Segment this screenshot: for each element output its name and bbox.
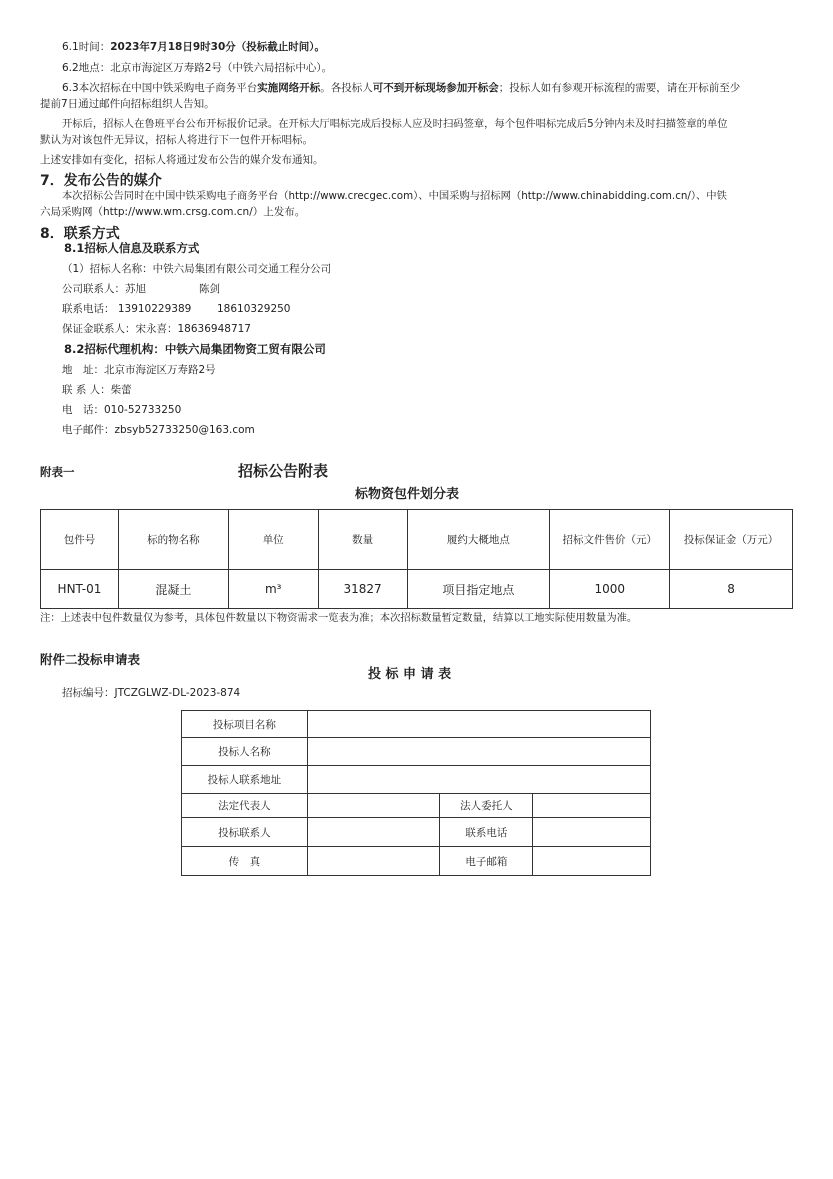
field-bidder-address[interactable] [307, 766, 650, 794]
annex2-title: 投 标 申 请 表 [368, 667, 452, 682]
cell-doc-price: 1000 [550, 570, 670, 609]
sec8-a4: 电子邮件：zbsyb52733250@163.com [62, 424, 255, 436]
label-bidder-name: 投标人名称 [182, 738, 308, 766]
annex1-title: 招标公告附表 [238, 462, 329, 480]
form-row [182, 818, 651, 847]
label-email: 电子邮箱 [440, 847, 533, 876]
sec6-l3-e: ；投标人如有参观开标流程的需要，请在开标前至少 [498, 82, 741, 94]
th-unit: 单位 [228, 510, 318, 570]
cell-location: 项目指定地点 [407, 570, 550, 609]
sec8-sub2: 8.2招标代理机构：中铁六局集团物资工贸有限公司 [64, 342, 326, 356]
label-legal-rep: 法定代表人 [182, 794, 308, 818]
field-fax[interactable] [307, 847, 440, 876]
annex1-label: 附表一 [40, 465, 75, 479]
annex2-label: 附件二投标申请表 [40, 652, 141, 667]
sec6-para5: 上述安排如有变化，招标人将通过发布公告的媒介发布通知。 [40, 154, 324, 166]
label-fax: 传 真 [182, 847, 308, 876]
cell-quantity: 31827 [318, 570, 407, 609]
field-bid-contact[interactable] [307, 818, 440, 847]
th-item-name: 标的物名称 [118, 510, 228, 570]
sec6-para4b: 默认为对该包件无异议，招标人将进行下一包件开标唱标。 [40, 134, 313, 146]
annex1-subtitle: 标物资包件划分表 [355, 487, 460, 502]
form-row [182, 794, 651, 818]
sec6-line3 [62, 81, 740, 96]
label-bid-contact: 投标联系人 [182, 818, 308, 847]
form-row [182, 766, 651, 794]
sec6-time-value: 2023年7月18日9时30分（投标截止时间）。 [110, 41, 326, 53]
cell-package-no: HNT-01 [41, 570, 119, 609]
sec8-c4: 保证金联系人：宋永喜：18636948717 [62, 323, 251, 335]
sec8-c1: （1）招标人名称：中铁六局集团有限公司交通工程分公司 [62, 263, 332, 275]
package-table-header [41, 510, 793, 570]
sec6-para4a: 开标后，招标人在鲁班平台公布开标报价记录。在开标大厅唱标完成后投标人应及时扫码签章，每个包件唱标完成后5分钟内未及时扫描签章的单位 [62, 118, 728, 130]
sec6-line3-cont: 提前7日通过邮件向招标组织人告知。 [40, 98, 215, 110]
th-doc-price: 招标文件售价（元） [550, 510, 670, 570]
sec7-heading: 7．发布公告的媒介 [40, 173, 162, 189]
label-phone: 联系电话 [440, 818, 533, 847]
sec8-c2b: 陈剑 [199, 283, 220, 295]
sec8-heading: 8．联系方式 [40, 226, 120, 242]
field-email[interactable] [533, 847, 651, 876]
annex1-note: 注：上述表中包件数量仅为参考，具体包件数量以下物资需求一览表为准；本次招标数量暂定数量，结算以工地实际使用数量为准。 [40, 612, 638, 624]
form-row [182, 711, 651, 738]
sec6-line2: 6.2地点：北京市海淀区万寿路2号（中铁六局招标中心）。 [62, 62, 333, 74]
cell-item-name: 混凝土 [118, 570, 228, 609]
field-legal-rep[interactable] [307, 794, 440, 818]
sec8-c3a: 联系电话： 13910229389 [62, 303, 192, 315]
th-deposit: 投标保证金（万元） [670, 510, 793, 570]
sec7-line2: 六局采购网（http://www.wm.crsg.com.cn/）上发布。 [40, 206, 306, 218]
th-location: 履约大概地点 [407, 510, 550, 570]
table-row [41, 570, 793, 609]
sec8-a1: 地 址：北京市海淀区万寿路2号 [62, 364, 216, 376]
form-row [182, 847, 651, 876]
application-form-table [181, 710, 651, 876]
sec6-l3-a: 6.3本次招标在中国中铁采购电子商务平台 [62, 82, 258, 94]
sec8-c2a: 公司联系人：苏旭 [62, 283, 146, 295]
th-package-no: 包件号 [41, 510, 119, 570]
sec8-a2: 联 系 人：柴蕾 [62, 384, 132, 396]
cell-deposit: 8 [670, 570, 793, 609]
field-authorized-rep[interactable] [533, 794, 651, 818]
sec8-sub1: 8.1招标人信息及联系方式 [64, 241, 200, 255]
sec8-a3: 电 话：010-52733250 [62, 404, 182, 416]
package-table [40, 509, 793, 609]
sec6-l3-b: 实施网络开标 [257, 82, 321, 94]
th-quantity: 数量 [318, 510, 407, 570]
sec6-line1 [62, 40, 325, 55]
sec7-line1: 本次招标公告同时在中国中铁采购电子商务平台（http://www.crecgec.com）、中国采购与招标网（http://www.chinabidding.com.cn/）、中铁 [62, 190, 727, 202]
sec6-time-label: 6.1时间： [62, 41, 111, 53]
label-authorized-rep: 法人委托人 [440, 794, 533, 818]
sec6-l3-d: 可不到开标现场参加开标会 [372, 82, 499, 94]
annex2-code: 招标编号：JTCZGLWZ-DL-2023-874 [62, 687, 241, 699]
label-bidder-address: 投标人联系地址 [182, 766, 308, 794]
label-project-name: 投标项目名称 [182, 711, 308, 738]
sec6-l3-c: 。各投标人 [320, 82, 373, 94]
field-project-name[interactable] [307, 711, 650, 738]
field-phone[interactable] [533, 818, 651, 847]
cell-unit: m³ [228, 570, 318, 609]
sec8-c3b: 18610329250 [217, 303, 291, 315]
field-bidder-name[interactable] [307, 738, 650, 766]
form-row [182, 738, 651, 766]
